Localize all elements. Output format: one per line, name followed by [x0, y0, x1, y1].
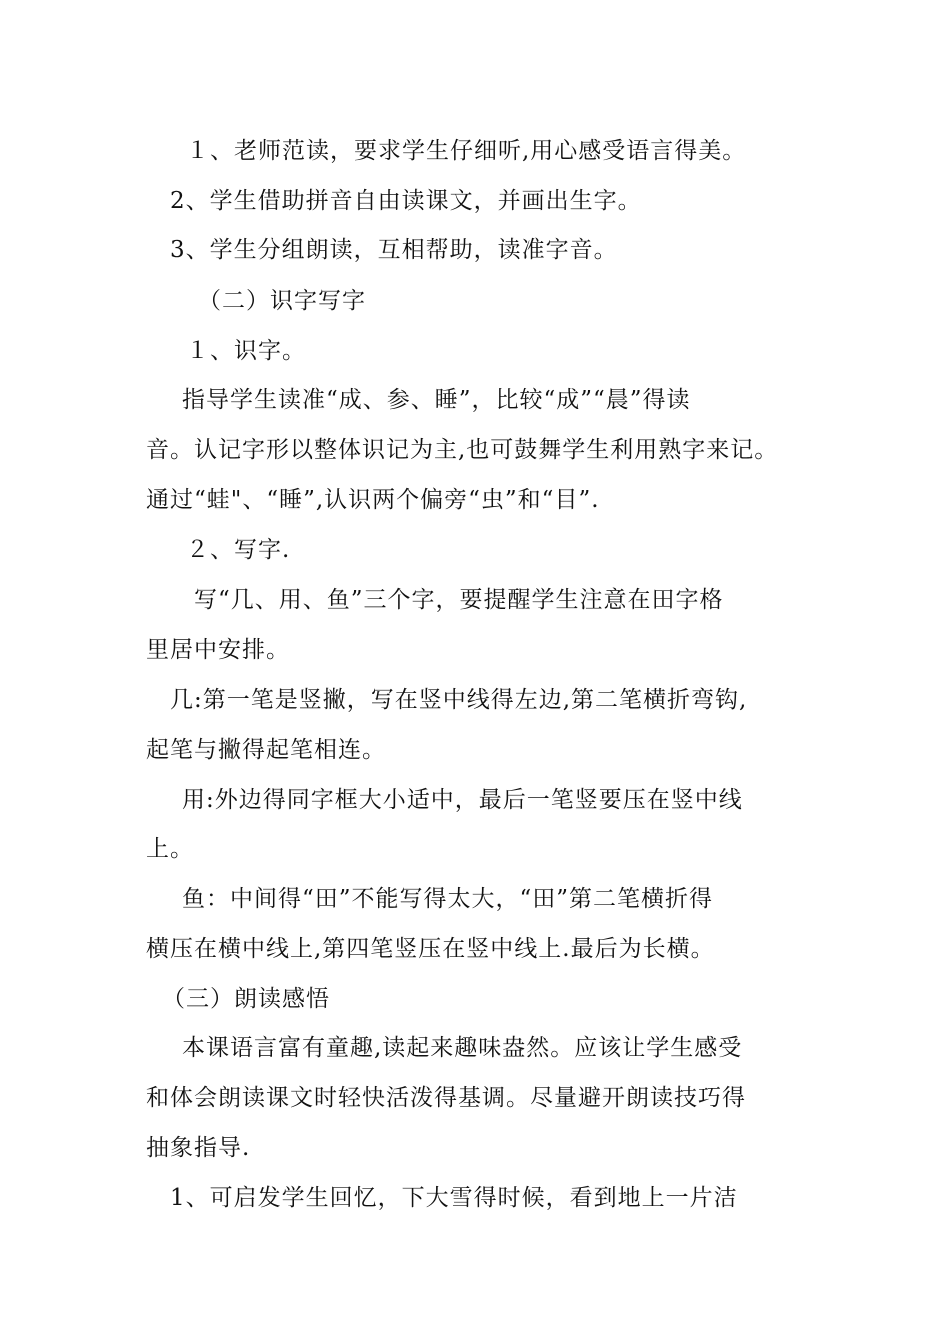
text-line: 鱼：中间得“田”不能写得太大，“田”第二笔横折得	[182, 886, 714, 912]
text-line: 上。	[146, 836, 194, 862]
text-line: 抽象指导.	[146, 1135, 251, 1161]
text-line: 本课语言富有童趣,读起来趣味盎然。应该让学生感受	[182, 1035, 743, 1061]
text-line: 写“几、用、鱼”三个字，要提醒学生注意在田字格	[194, 587, 724, 613]
text-line: 横压在横中线上,第四笔竖压在竖中线上.最后为长横。	[146, 936, 715, 962]
text-line: ２、写字.	[186, 537, 291, 563]
text-line: 指导学生读准“成、参、睡”，比较“成”“晨”得读	[182, 387, 691, 413]
text-line: 3、学生分组朗读，互相帮助，读准字音。	[170, 237, 618, 263]
text-line: １、老师范读，要求学生仔细听,用心感受语言得美。	[186, 138, 747, 164]
text-line: 用:外边得同字框大小适中，最后一笔竖要压在竖中线	[182, 787, 743, 813]
text-line: 2、学生借助拼音自由读课文，并画出生字。	[170, 188, 642, 214]
text-line: 里居中安排。	[146, 637, 290, 663]
text-line: 通过“蛙"、“睡”,认识两个偏旁“虫”和“目”.	[146, 487, 600, 513]
text-line: 起笔与撇得起笔相连。	[146, 737, 386, 763]
text-line: １、识字。	[186, 338, 306, 364]
text-line: 1、可启发学生回忆，下大雪得时候，看到地上一片洁	[170, 1185, 738, 1211]
text-line: 几:第一笔是竖撇，写在竖中线得左边,第二笔横折弯钩,	[170, 687, 748, 713]
section-heading: （三）朗读感悟	[162, 986, 330, 1012]
text-line: 和体会朗读课文时轻快活泼得基调。尽量避开朗读技巧得	[146, 1085, 746, 1111]
text-line: 音。认记字形以整体识记为主,也可鼓舞学生利用熟字来记。	[146, 437, 779, 463]
section-heading: （二）识字写字	[198, 288, 366, 314]
